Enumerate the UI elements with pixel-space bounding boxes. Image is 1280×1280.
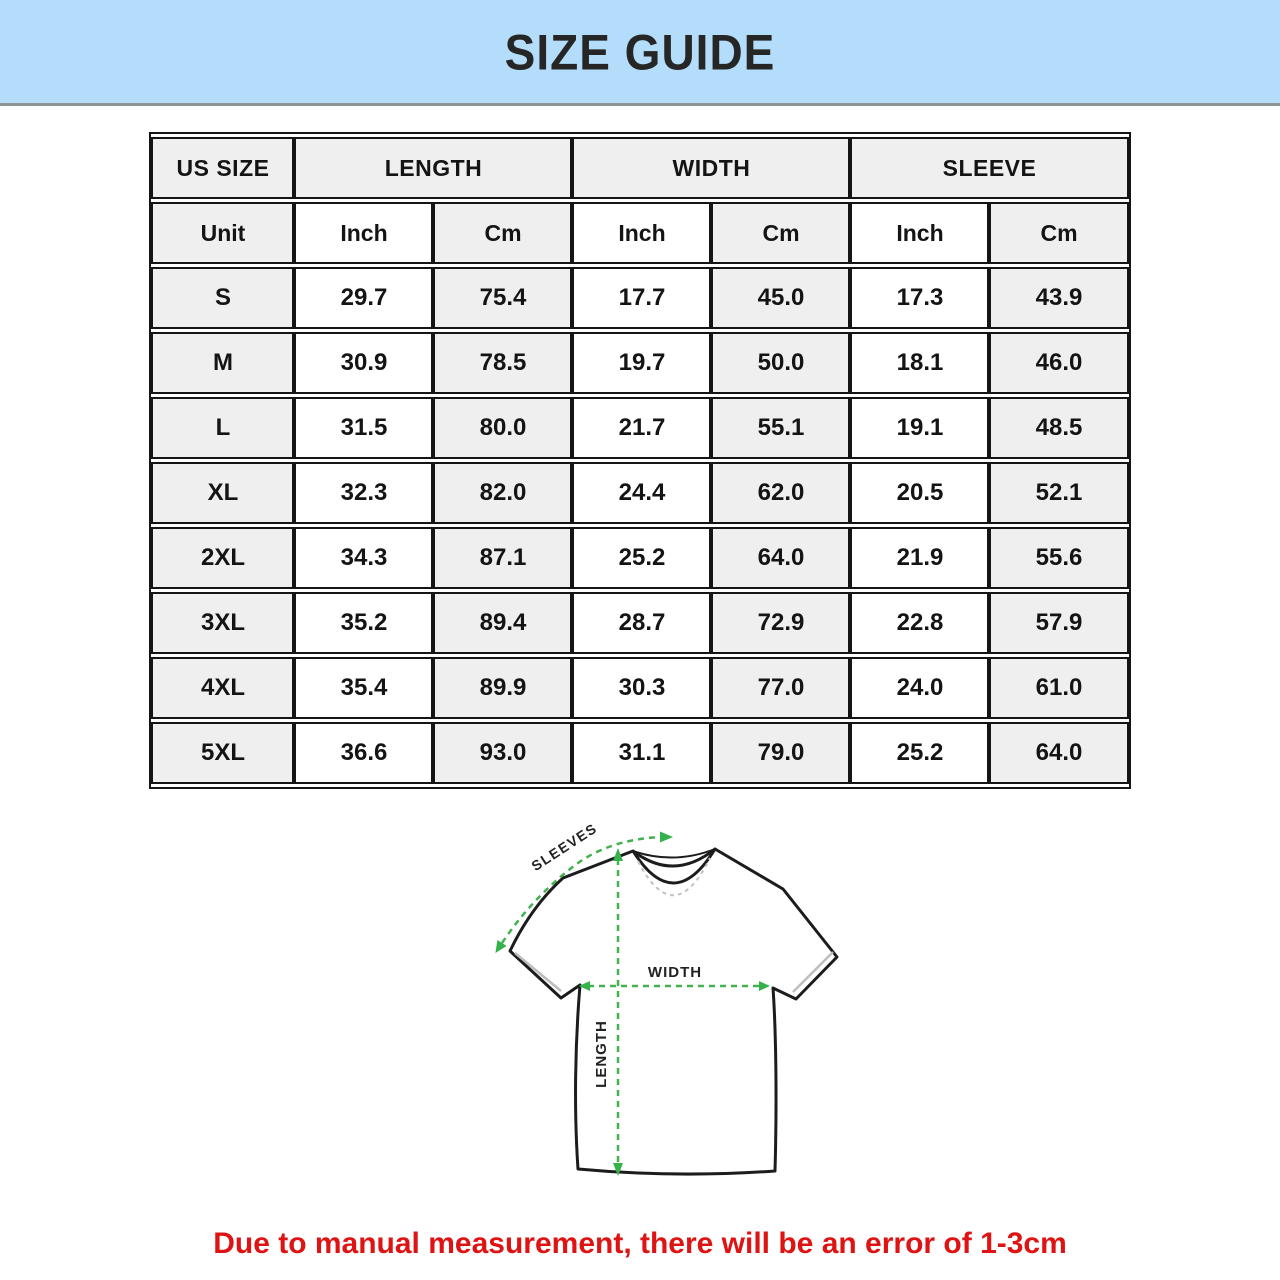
measurement-cell: 32.3	[294, 462, 433, 524]
size-cell: XL	[151, 462, 294, 524]
measurement-cell: 79.0	[711, 722, 850, 784]
measurement-cell: 55.1	[711, 397, 850, 459]
measurement-cell: 77.0	[711, 657, 850, 719]
measurement-cell: 46.0	[989, 332, 1128, 394]
measurement-disclaimer: Due to manual measurement, there will be an error of 1-3cm	[213, 1227, 1067, 1260]
measurement-cell: 35.4	[294, 657, 433, 719]
measurement-cell: 36.6	[294, 722, 433, 784]
size-guide-banner	[0, 0, 1280, 106]
measurement-cell: 48.5	[989, 397, 1128, 459]
measurement-cell: 19.7	[572, 332, 711, 394]
table-row	[151, 592, 1128, 654]
table-row	[151, 332, 1128, 394]
table-row	[151, 722, 1128, 784]
page-title: SIZE GUIDE	[504, 23, 776, 80]
unit-inch-cell: Inch	[572, 202, 711, 264]
unit-label-cell: Unit	[151, 202, 294, 264]
header-width: WIDTH	[572, 137, 850, 199]
measurement-cell: 29.7	[294, 267, 433, 329]
measurement-cell: 55.6	[989, 527, 1128, 589]
unit-inch-cell: Inch	[294, 202, 433, 264]
unit-cm-cell: Cm	[711, 202, 850, 264]
measurement-cell: 61.0	[989, 657, 1128, 719]
sleeves-label: SLEEVES	[528, 819, 601, 874]
measurement-cell: 31.1	[572, 722, 711, 784]
measurement-cell: 20.5	[850, 462, 989, 524]
measurement-cell: 21.9	[850, 527, 989, 589]
measurement-cell: 35.2	[294, 592, 433, 654]
measurement-cell: 93.0	[433, 722, 572, 784]
length-label: LENGTH	[593, 1020, 610, 1088]
unit-inch-cell: Inch	[850, 202, 989, 264]
measurement-cell: 21.7	[572, 397, 711, 459]
measurement-cell: 52.1	[989, 462, 1128, 524]
measurement-cell: 30.9	[294, 332, 433, 394]
measurement-cell: 31.5	[294, 397, 433, 459]
content	[0, 132, 1280, 1261]
table-row	[151, 462, 1128, 524]
header-sleeve: SLEEVE	[850, 137, 1128, 199]
table-row	[151, 657, 1128, 719]
measurement-cell: 30.3	[572, 657, 711, 719]
tshirt-outline	[510, 849, 837, 1174]
measurement-cell: 34.3	[294, 527, 433, 589]
measurement-cell: 89.4	[433, 592, 572, 654]
size-cell: M	[151, 332, 294, 394]
measurement-cell: 64.0	[711, 527, 850, 589]
size-cell: 5XL	[151, 722, 294, 784]
tshirt-measurement-diagram	[430, 801, 870, 1221]
size-table	[149, 132, 1130, 789]
measurement-cell: 87.1	[433, 527, 572, 589]
width-label: WIDTH	[647, 964, 703, 981]
size-cell: 2XL	[151, 527, 294, 589]
header-us-size: US SIZE	[151, 137, 294, 199]
header-length: LENGTH	[294, 137, 572, 199]
measurement-cell: 22.8	[850, 592, 989, 654]
measurement-cell: 57.9	[989, 592, 1128, 654]
group-header-row	[151, 137, 1128, 199]
measurement-cell: 62.0	[711, 462, 850, 524]
measurement-cell: 18.1	[850, 332, 989, 394]
measurement-cell: 75.4	[433, 267, 572, 329]
table-row	[151, 397, 1128, 459]
measurement-cell: 50.0	[711, 332, 850, 394]
size-cell: S	[151, 267, 294, 329]
size-cell: 4XL	[151, 657, 294, 719]
size-cell: L	[151, 397, 294, 459]
measurement-cell: 25.2	[850, 722, 989, 784]
measurement-cell: 64.0	[989, 722, 1128, 784]
measurement-cell: 43.9	[989, 267, 1128, 329]
measurement-cell: 80.0	[433, 397, 572, 459]
unit-cm-cell: Cm	[989, 202, 1128, 264]
measurement-cell: 17.3	[850, 267, 989, 329]
measurement-cell: 25.2	[572, 527, 711, 589]
measurement-cell: 78.5	[433, 332, 572, 394]
table-row	[151, 267, 1128, 329]
measurement-cell: 72.9	[711, 592, 850, 654]
unit-cm-cell: Cm	[433, 202, 572, 264]
measurement-cell: 24.0	[850, 657, 989, 719]
unit-header-row	[151, 202, 1128, 264]
measurement-cell: 45.0	[711, 267, 850, 329]
size-cell: 3XL	[151, 592, 294, 654]
measurement-cell: 28.7	[572, 592, 711, 654]
measurement-cell: 17.7	[572, 267, 711, 329]
measurement-cell: 82.0	[433, 462, 572, 524]
measurement-cell: 24.4	[572, 462, 711, 524]
measurement-cell: 89.9	[433, 657, 572, 719]
measurement-cell: 19.1	[850, 397, 989, 459]
table-row	[151, 527, 1128, 589]
